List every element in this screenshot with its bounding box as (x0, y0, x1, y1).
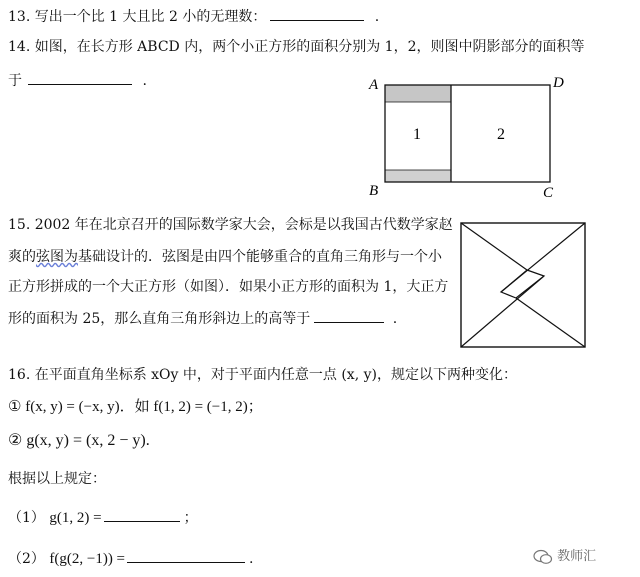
q16-sub2-label: （2） (8, 551, 45, 567)
label-d: D (553, 75, 564, 91)
square-1-label: 1 (413, 126, 421, 143)
q16-sub2-tail: . (249, 551, 254, 567)
triangle-edge-2 (461, 223, 527, 270)
question-16-basis (8, 470, 106, 488)
q14-answer-blank[interactable] (28, 70, 132, 85)
q13-tail: . (374, 9, 380, 25)
shaded-region-bottom (385, 170, 451, 182)
q16-text-line1: 16. 在平面直角坐标系 xOy 中，对于平面内任意一点 (x, y)，规定以下两种变化： (8, 367, 517, 383)
question-16-rule1 (8, 398, 263, 416)
q14-tail: . (142, 73, 147, 89)
question-15-line1 (8, 216, 453, 234)
rectangle-abcd-figure (365, 73, 585, 198)
q15-text-line2b: 基础设计的．弦图是由四个能够重合的直角三角形与一个小 (78, 249, 442, 265)
q14-text-prefix: 于 (8, 73, 22, 89)
q16-sub2-answer-blank[interactable] (127, 548, 245, 563)
label-b: B (369, 183, 379, 198)
q16-sub2-expr: f(g(2, −1)) = (49, 551, 126, 567)
q15-tail: . (392, 311, 398, 327)
question-16-sub1 (8, 507, 198, 527)
question-16-rule2 (8, 432, 150, 450)
q16-rule1: ① f(x, y) = (−x, y)．如 f(1, 2) = (−1, 2)； (8, 399, 263, 415)
square-2-label: 2 (497, 126, 505, 143)
watermark-text: 教师汇 (557, 549, 597, 564)
label-a: A (369, 77, 379, 93)
q15-text-line4: 形的面积为 25，那么直角三角形斜边上的高等于 (8, 311, 311, 327)
q16-sub1-label: （1） (8, 510, 45, 526)
big-square (461, 223, 585, 347)
question-13 (8, 6, 379, 26)
q14-text-line1: 14. 如图，在长方形 ABCD 内，两个小正方形的面积分别为 1，2，则图中阴影部分的面积等 (8, 39, 585, 55)
q16-rule2: ② g(x, y) = (x, 2 − y). (8, 432, 150, 449)
q16-sub1-tail: ； (183, 510, 198, 526)
q15-text-underlined: 弦图为 (36, 249, 78, 265)
question-15-line4 (8, 308, 397, 328)
q15-text-line1: 15. 2002 年在北京召开的国际数学家大会，会标是以我国古代数学家赵 (8, 217, 453, 233)
question-16-line1 (8, 366, 517, 384)
q13-answer-blank[interactable] (270, 6, 364, 21)
question-16-sub2 (8, 548, 253, 568)
question-14-line1 (8, 38, 584, 56)
q16-sub1-answer-blank[interactable] (104, 507, 180, 522)
q15-answer-blank[interactable] (314, 308, 384, 323)
question-15-line2 (8, 248, 442, 266)
q15-text-line2a: 爽的 (8, 249, 36, 265)
q16-basis-text: 根据以上规定： (8, 471, 106, 487)
q15-text-line3: 正方形拼成的一个大正方形（如图）．如果小正方形的面积为 1，大正方 (8, 279, 449, 295)
triangle-edge-4 (516, 298, 585, 347)
q16-sub1-expr: g(1, 2) = (49, 510, 102, 526)
question-15-line3 (8, 278, 448, 296)
label-c: C (543, 185, 554, 198)
wechat-icon (533, 549, 553, 565)
question-14-line2 (8, 70, 147, 90)
triangle-edge-3 (461, 276, 544, 347)
watermark (533, 545, 596, 565)
zhao-shuang-chord-diagram (458, 220, 588, 350)
shaded-region-top (385, 85, 451, 102)
q13-text: 13. 写出一个比 1 大且比 2 小的无理数： (8, 9, 267, 25)
